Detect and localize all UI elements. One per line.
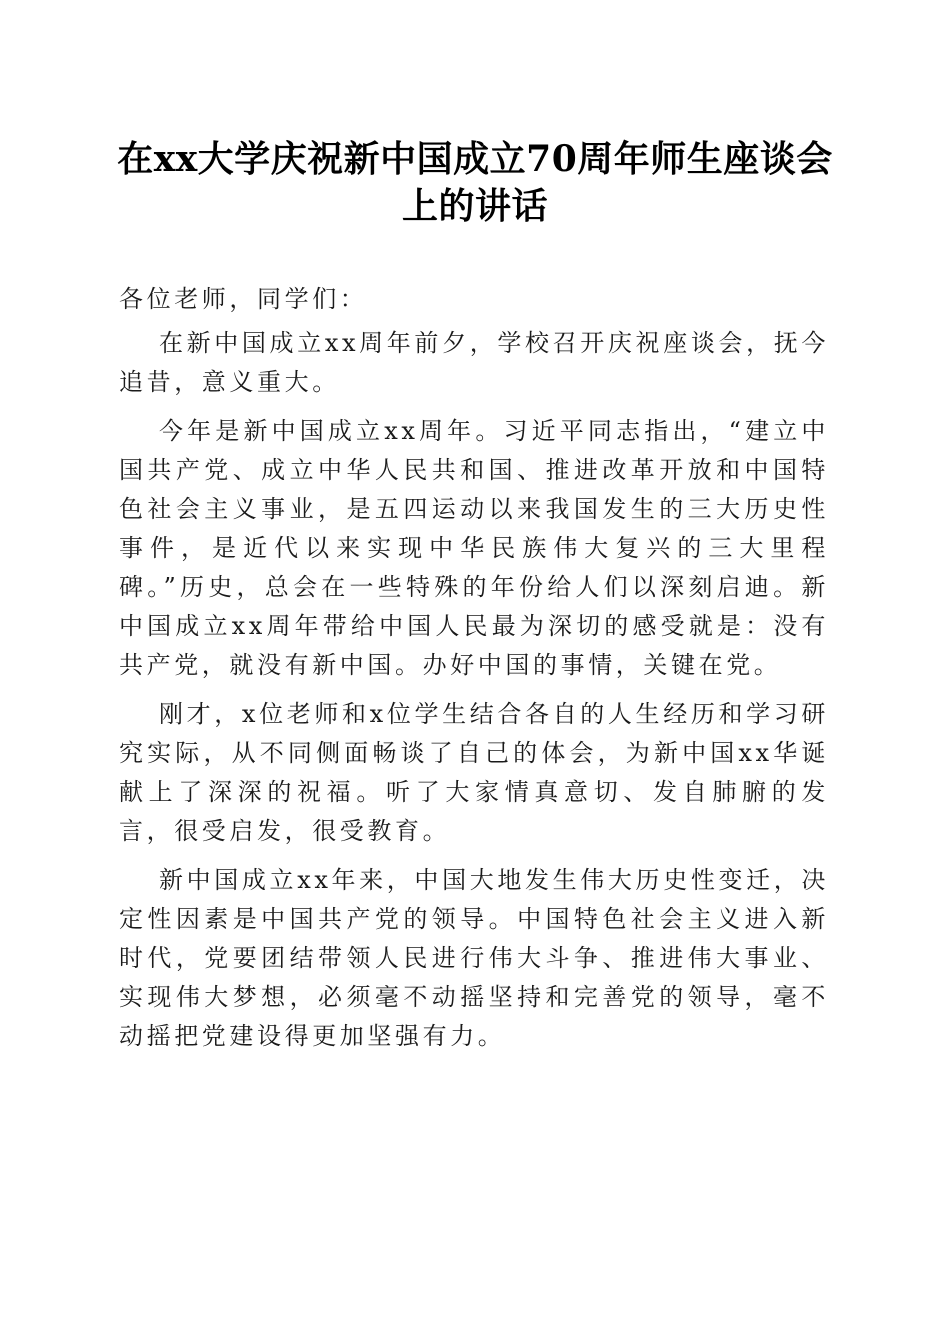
- paragraph-3: 刚才，x位老师和x位学生结合各自的人生经历和学习研究实际，从不同侧面畅谈了自己的体会，为新中国xx华诞献上了深深的祝福。听了大家情真意切、发自肺腑的发言，很受启发，很受教育。: [119, 700, 829, 845]
- document-body: [119, 280, 829, 1066]
- salutation: 各位老师，同学们：: [119, 285, 368, 313]
- paragraph-1: 在新中国成立xx周年前夕，学校召开庆祝座谈会，抚今追昔，意义重大。: [119, 329, 829, 396]
- paragraph-4: 新中国成立xx年来，中国大地发生伟大历史性变迁，决定性因素是中国共产党的领导。中国特色社会主义进入新时代，党要团结带领人民进行伟大斗争、推进伟大事业、实现伟大梦想，必须毫不动摇坚持和完善党的领导，毫不动摇把党建设得更加坚强有力。: [119, 866, 829, 1050]
- document-title: 在xx大学庆祝新中国成立70周年师生座谈会上的讲话: [117, 138, 833, 227]
- paragraph-2: 今年是新中国成立xx周年。习近平同志指出，“建立中国共产党、成立中华人民共和国、推进改革开放和中国特色社会主义事业，是五四运动以来我国发生的三大历史性事件，是近代以来实现中华民族伟大复兴的三大里程碑。”历史，总会在一些特殊的年份给人们以深刻启迪。新中国成立xx周年带给中国人民最为深切的感受就是：没有共产党，就没有新中国。办好中国的事情，关键在党。: [119, 417, 829, 679]
